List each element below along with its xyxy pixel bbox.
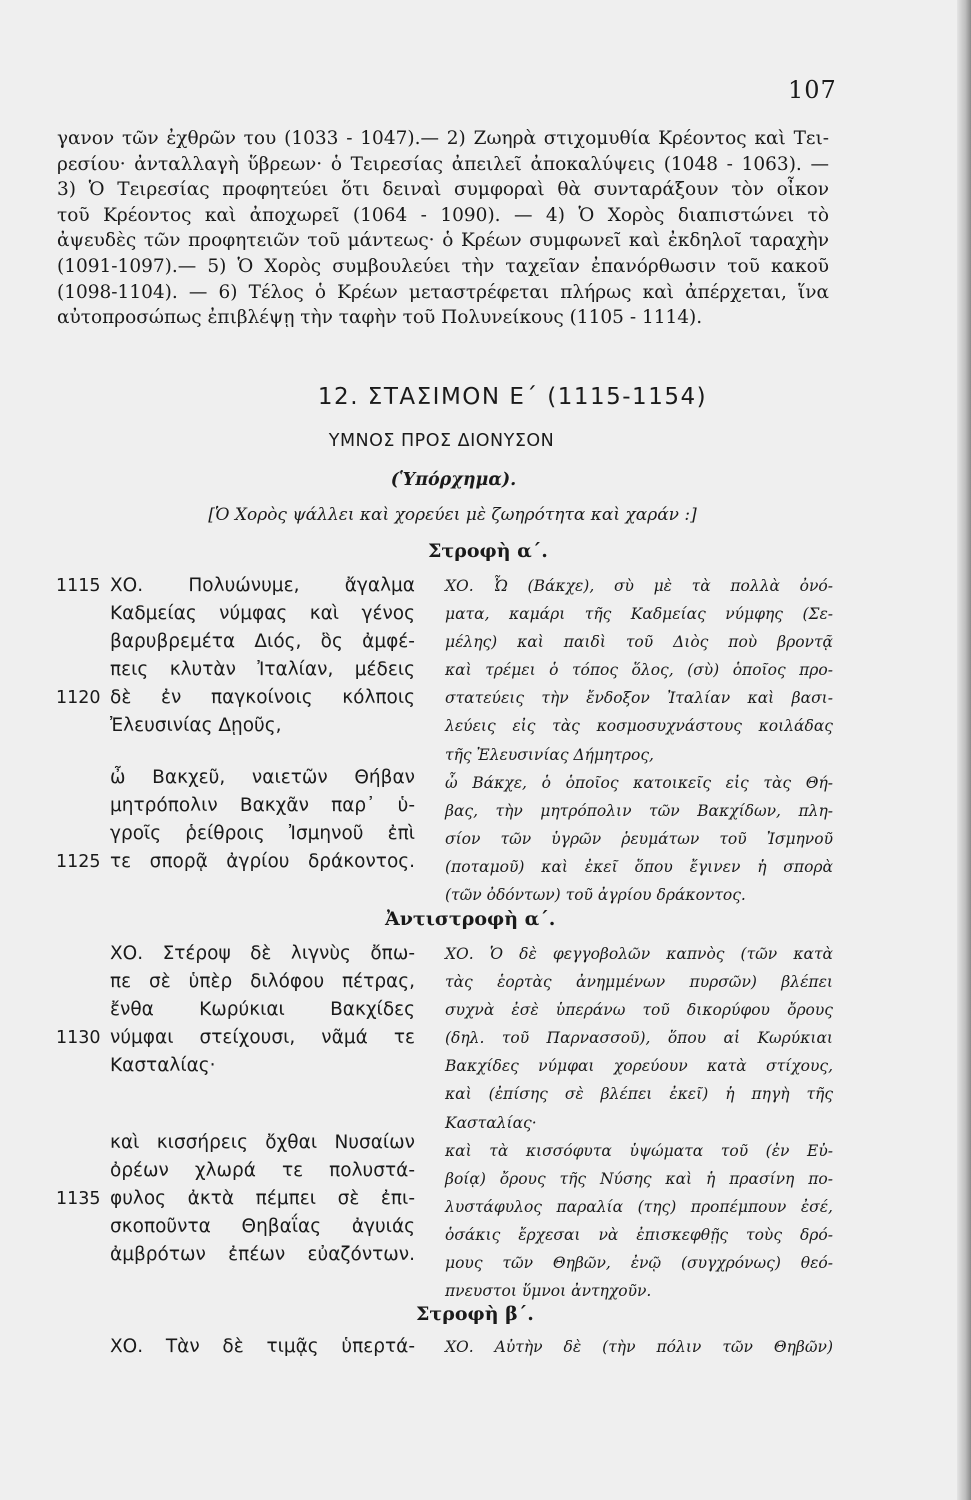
translation-line: συχνὰ ἐσὲ ὑπεράνω τοῦ δικορύφου ὄρους — [445, 1001, 833, 1020]
verse-line: 1115 ΧΟ. Πολυώνυμε, ἄγαλμα — [110, 572, 415, 600]
intro-line: ρεσίου· ἀνταλλαγὴ ὕβρεων· ὁ Τειρεσίας ἀπειλεῖ ἀποκαλύψεις (1048 - 1063). — — [57, 153, 829, 175]
line-number: 1130 — [56, 1028, 101, 1049]
translation-line: Βακχίδες νύμφαι χορεύουν κατὰ στίχους, — [445, 1057, 833, 1076]
strophe-b-greek-block — [110, 1333, 415, 1361]
intro-line: γανον τῶν ἐχθρῶν του (1033 - 1047).— 2) Ζωηρὰ στιχομυθία Κρέοντος καὶ Τει- — [57, 128, 829, 149]
translation-line: ὦ Βάκχε, ὁ ὁποῖος κατοικεῖς εἰς τὰς Θή- — [445, 773, 833, 792]
translation-line: καὶ τὰ κισσόφυτα ὑψώματα τοῦ (ἐν Εὐ- — [445, 1141, 833, 1160]
translation-line: ΧΟ. Ὦ (Βάκχε), σὺ μὲ τὰ πολλὰ ὀνό- — [445, 577, 833, 595]
verse-line: 1135 φυλος ἀκτὰ πέμπει σὲ ἐπι- — [110, 1185, 415, 1213]
translation-line: λυστάφυλος παραλία (της) προπέμπουν ἐσέ, — [445, 1197, 833, 1216]
verse-line: 1120 δὲ ἐν παγκοίνοις κόλποις — [110, 684, 415, 712]
translation-line: ματα, καμάρι τῆς Καδμείας νύμφης (Σε- — [445, 605, 833, 624]
verse-line: βαρυβρεμέτα Διός, ὃς ἀμφέ- — [110, 631, 415, 653]
translation-line: (τῶν ὀδόντων) τοῦ ἀγρίου δράκοντος. — [445, 886, 746, 905]
strophe-b-translation — [445, 1333, 833, 1361]
verse-line: 1130 νύμφαι στείχουσι, νᾶμά τε — [110, 1024, 415, 1052]
translation-line: πνευστοι ὕμνοι ἀντηχοῦν. — [445, 1282, 652, 1301]
verse-line: μητρόπολιν Βακχᾶν παρ᾿ ὑ- — [110, 795, 415, 817]
translation-line: (δηλ. τοῦ Παρνασσοῦ), ὅπου αἱ Κωρύκιαι — [445, 1029, 833, 1048]
translation-line: τῆς Ἐλευσινίας Δήμητρος, — [445, 745, 654, 764]
translation-line: λεύεις εἰς τὰς κοσμοσυχνάστους κοιλάδας — [445, 717, 833, 736]
section-title: 12. ΣΤΑΣΙΜΟΝ Ε΄ (1115-1154) — [317, 384, 708, 410]
verse-line: καὶ κισσήρεις ὄχθαι Νυσαίων — [110, 1132, 415, 1153]
verse-line: πε σὲ ὑπὲρ διλόφου πέτρας, — [110, 971, 415, 993]
translation-line: καὶ (ἐπίσης σὲ βλέπει ἐκεῖ) ἡ πηγὴ τῆς — [445, 1085, 833, 1104]
intro-line: 3) Ὁ Τειρεσίας προφητεύει ὅτι δειναὶ συμφοραὶ θὰ συνταράξουν τὸν οἶκον — [57, 179, 829, 201]
page-number: 107 — [788, 76, 837, 104]
translation-line: (ποταμοῦ) καὶ ἐκεῖ ὅπου ἔγινεν ἡ σπορὰ — [445, 857, 833, 876]
translation-line: μους τῶν Θηβῶν, ἐνῷ (συγχρόνως) θεό- — [445, 1254, 833, 1273]
strophe-a-greek-block-2 — [56, 764, 415, 876]
intro-line: (1091-1097).— 5) Ὁ Χορὸς συμβουλεύει τὴν ταχεῖαν ἐπανόρθωσιν τοῦ κακοῦ — [57, 255, 829, 277]
line-number: 1115 — [56, 576, 101, 596]
intro-line: τοῦ Κρέοντος καὶ ἀποχωρεῖ (1064 - 1090). — 4) Ὁ Χορὸς διαπιστώνει τὸ — [57, 204, 829, 226]
page-edge-shadow — [957, 0, 971, 1500]
strophe-a-translation — [445, 572, 833, 909]
antistrophe-a-greek-block-2 — [56, 1129, 415, 1269]
translation-line: στατεύεις τὴν ἔνδοξον Ἰταλίαν καὶ βασι- — [445, 689, 833, 708]
verse-line: ὀρέων χλωρά τε πολυστά- — [110, 1160, 415, 1182]
verse-line: πεις κλυτὰν Ἰταλίαν, μέδεις — [110, 659, 415, 681]
translation-line: ΧΟ. Ὁ δὲ φεγγοβολῶν καπνὸς (τῶν κατὰ — [445, 945, 833, 963]
stage-direction: [Ὁ Χορὸς ψάλλει καὶ χορεύει μὲ ζωηρότητα καὶ χαράν :] — [208, 505, 697, 525]
line-number: 1135 — [56, 1189, 101, 1210]
verse-line: Ἐλευσινίας Δῃοῦς, — [110, 715, 282, 737]
verse-line: ὦ Βακχεῦ, ναιετῶν Θήβαν — [110, 767, 415, 788]
verse-line: σκοποῦντα Θηβαΐας ἀγυιάς — [110, 1216, 415, 1238]
section-subtitle: ΥΜΝΟΣ ΠΡΟΣ ΔΙΟΝΥΣΟΝ — [328, 431, 555, 451]
verse-line: Κασταλίας· — [110, 1055, 216, 1077]
strophe-b-heading: Στροφὴ β΄. — [416, 1303, 534, 1325]
translation-line: καὶ τρέμει ὁ τόπος ὅλος, (σὺ) ὁποῖος προ- — [445, 661, 833, 680]
verse-line: ἀμβρότων ἐπέων εὐαζόντων. — [110, 1244, 415, 1266]
verse-line: ΧΟ. Τὰν δὲ τιμᾷς ὑπερτά- — [110, 1336, 415, 1357]
translation-line: ὁσάκις ἔρχεσαι νὰ ἐπισκεφθῇς τοὺς δρό- — [445, 1225, 833, 1244]
strophe-a-greek-block-1 — [56, 572, 415, 741]
verse-line: Καδμείας νύμφας καὶ γένος — [110, 603, 415, 625]
verse-line: ΧΟ. Στέροψ δὲ λιγνὺς ὄπω- — [110, 943, 415, 964]
translation-line: Κασταλίας· — [445, 1113, 537, 1132]
antistrophe-a-heading: Ἀντιστροφὴ α΄. — [385, 908, 556, 930]
intro-line: αὐτοπροσώπως ἐπιβλέψῃ τὴν ταφὴν τοῦ Πολυνείκους (1105 - 1114). — [57, 307, 703, 329]
verse-line: ἔνθα Κωρύκιαι Βακχίδες — [110, 999, 415, 1021]
translation-line: ΧΟ. Αὐτὴν δὲ (τὴν πόλιν τῶν Θηβῶν) — [445, 1338, 833, 1356]
verse-line: γροῖς ῥείθροις Ἰσμηνοῦ ἐπὶ — [110, 823, 415, 845]
line-number: 1120 — [56, 688, 101, 709]
translation-line: βοίᾳ) ὄρους τῆς Νύσης καὶ ἡ πρασίνη πο- — [445, 1169, 833, 1188]
translation-line: βας, τὴν μητρόπολιν τῶν Βακχίδων, πλη- — [445, 801, 833, 820]
antistrophe-a-translation — [445, 940, 833, 1305]
translation-line: σίον τῶν ὑγρῶν ῥευμάτων τοῦ Ἰσμηνοῦ — [445, 829, 833, 848]
line-number: 1125 — [56, 852, 101, 873]
intro-line: (1098-1104). — 6) Τέλος ὁ Κρέων μεταστρέφεται πλήρως καὶ ἀπέρχεται, ἵνα — [57, 281, 829, 303]
strophe-a-heading: Στροφὴ α΄. — [428, 540, 548, 562]
translation-line: τὰς ἑορτὰς ἀνημμένων πυρσῶν) βλέπει — [445, 973, 833, 992]
intro-paragraph — [57, 126, 829, 331]
translation-line: μέλης) καὶ παιδὶ τοῦ Διὸς ποὺ βροντᾷ — [445, 633, 833, 652]
genre-label: (Ὑπόρχημα). — [390, 470, 517, 490]
antistrophe-a-greek-block-1 — [56, 940, 415, 1080]
verse-line: 1125 τε σπορᾷ ἀγρίου δράκοντος. — [110, 848, 415, 876]
intro-line: ἀψευδὲς τῶν προφητειῶν τοῦ μάντεως· ὁ Κρέων συμφωνεῖ καὶ ἐκδηλοῖ ταραχὴν — [57, 230, 829, 252]
